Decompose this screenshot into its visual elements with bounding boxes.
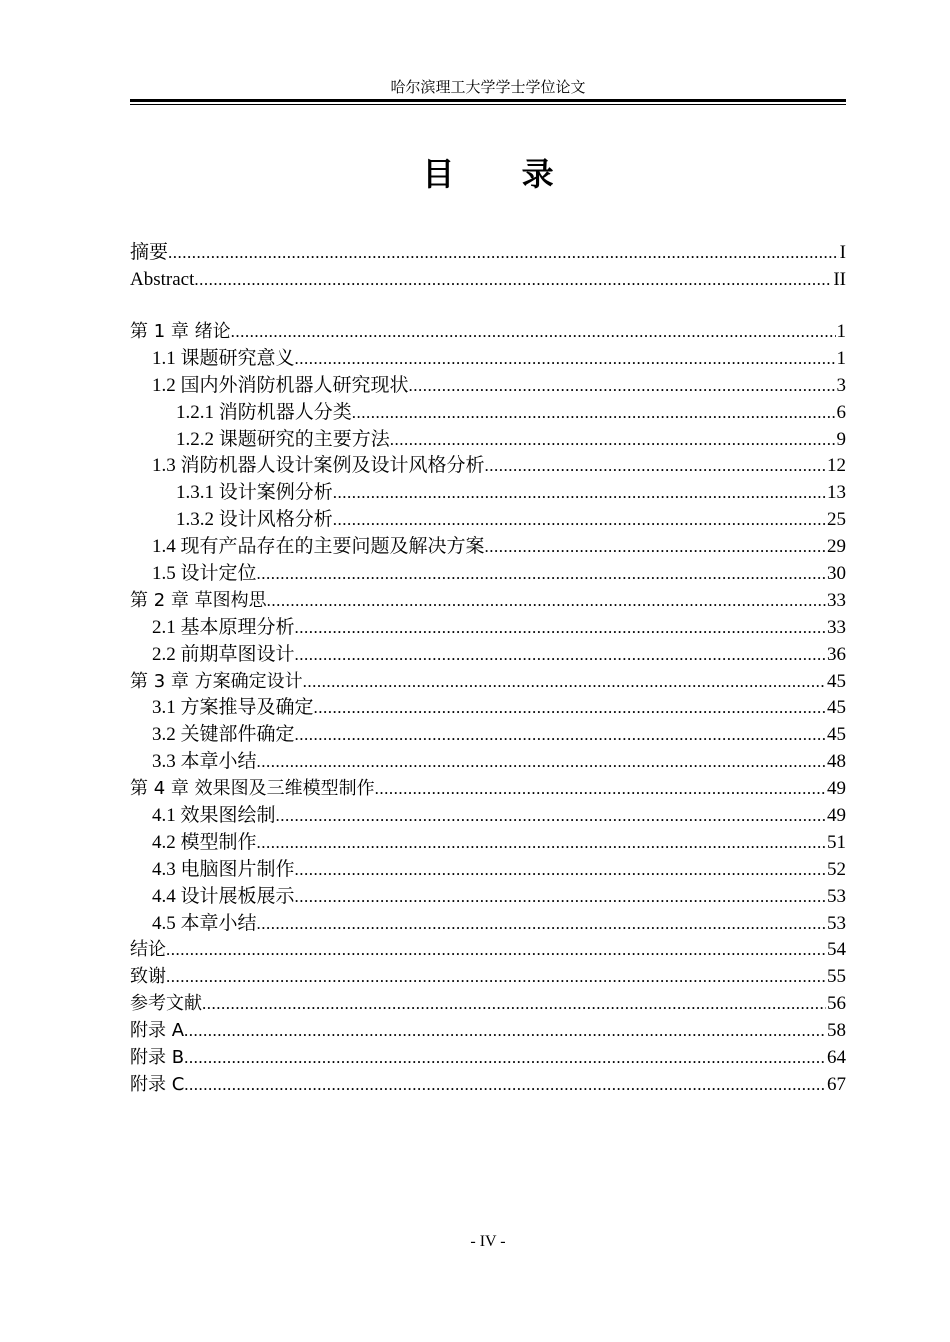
toc-dot-leader xyxy=(303,669,826,696)
toc-entry-label: 1.3 消防机器人设计案例及设计风格分析 xyxy=(152,455,485,477)
toc-entry-page: 1 xyxy=(836,347,846,369)
toc-entry[interactable] xyxy=(130,319,846,346)
toc-entry-label: 1.2.2 课题研究的主要方法 xyxy=(176,428,390,450)
running-header: 哈尔滨理工大学学士学位论文 xyxy=(390,80,586,96)
toc-entry[interactable] xyxy=(130,776,846,803)
toc-entry[interactable] xyxy=(130,991,846,1018)
toc-entry-page: 53 xyxy=(827,912,846,934)
toc-entry-page: 45 xyxy=(827,697,846,719)
toc-entry-label: 1.2.1 消防机器人分类 xyxy=(176,401,352,423)
toc-dot-leader xyxy=(184,1045,826,1072)
toc-entry-label: 3.2 关键部件确定 xyxy=(152,724,295,746)
toc-entry-label: 2.1 基本原理分析 xyxy=(152,616,295,638)
toc-entry-page: 29 xyxy=(827,536,846,558)
toc-entry[interactable] xyxy=(130,1018,846,1045)
toc-entry-page: 58 xyxy=(827,1020,846,1042)
toc-entry-page: 45 xyxy=(827,724,846,746)
toc-entry-page: I xyxy=(839,242,846,263)
toc-dot-leader xyxy=(314,695,826,722)
toc-entry[interactable] xyxy=(130,427,846,454)
toc-dot-leader xyxy=(333,507,826,534)
toc-entry[interactable] xyxy=(130,240,846,267)
toc-entry-page: 45 xyxy=(827,670,846,692)
toc-dot-leader xyxy=(231,319,836,346)
toc-entry[interactable] xyxy=(130,911,846,938)
toc-main xyxy=(130,319,846,1099)
toc-entry-page: 33 xyxy=(827,589,846,611)
toc-dot-leader xyxy=(184,1018,826,1045)
toc-entry[interactable] xyxy=(130,453,846,480)
header-rule-thick xyxy=(130,99,846,102)
toc-entry[interactable] xyxy=(130,267,846,294)
page-number: - IV - xyxy=(470,1233,506,1250)
toc-entry[interactable] xyxy=(130,695,846,722)
toc-entry-label: 摘要 xyxy=(130,242,169,263)
toc-dot-leader xyxy=(295,615,826,642)
toc-entry[interactable] xyxy=(130,588,846,615)
toc-entry[interactable] xyxy=(130,507,846,534)
toc-entry[interactable] xyxy=(130,830,846,857)
toc-entry-label: 致谢 xyxy=(130,966,166,988)
toc-dot-leader xyxy=(166,937,826,964)
toc-entry-label: 1.3.1 设计案例分析 xyxy=(176,482,333,504)
toc-dot-leader xyxy=(276,803,826,830)
toc-entry-page: 53 xyxy=(827,885,846,907)
toc-entry-label: 4.3 电脑图片制作 xyxy=(152,858,295,880)
toc-entry-label: 3.1 方案推导及确定 xyxy=(152,697,314,719)
toc-dot-leader xyxy=(295,642,826,669)
toc-dot-leader xyxy=(257,749,826,776)
toc-dot-leader xyxy=(166,964,826,991)
toc-entry-page: 49 xyxy=(827,778,846,800)
toc-entry-label: 第 4 章 效果图及三维模型制作 xyxy=(130,778,375,800)
toc-entry[interactable] xyxy=(130,480,846,507)
toc-entry[interactable] xyxy=(130,642,846,669)
toc-dot-leader xyxy=(194,267,832,294)
toc-dot-leader xyxy=(375,776,826,803)
toc-entry[interactable] xyxy=(130,1072,846,1099)
toc-entry-page: 25 xyxy=(827,509,846,531)
toc-entry-page: 3 xyxy=(836,374,846,396)
toc-entry-label: 4.5 本章小结 xyxy=(152,912,257,934)
toc-dot-leader xyxy=(352,400,836,427)
toc-entry[interactable] xyxy=(130,534,846,561)
toc-entry-label: 附录 A xyxy=(130,1020,185,1042)
toc-dot-leader xyxy=(485,534,826,561)
toc-entry-label: 第 1 章 绪论 xyxy=(130,321,231,342)
toc-entry-label: Abstract xyxy=(130,268,195,290)
toc-entry-page: 52 xyxy=(827,858,846,880)
toc-entry-label: 1.3.2 设计风格分析 xyxy=(176,509,333,531)
toc-entry-label: 结论 xyxy=(130,939,166,961)
toc-entry-label: 4.1 效果图绘制 xyxy=(152,805,276,827)
toc-entry-label: 附录 C xyxy=(130,1073,185,1095)
toc-entry-page: 56 xyxy=(827,993,846,1015)
toc-dot-leader xyxy=(202,991,826,1018)
toc-dot-leader xyxy=(409,373,836,400)
toc-dot-leader xyxy=(295,884,826,911)
toc-entry[interactable] xyxy=(130,373,846,400)
toc-entry[interactable] xyxy=(130,749,846,776)
toc-entry-page: 9 xyxy=(836,428,846,450)
toc-entry-page: 12 xyxy=(827,455,846,477)
toc-entry[interactable] xyxy=(130,561,846,588)
toc-entry-label: 4.4 设计展板展示 xyxy=(152,885,295,907)
toc-entry[interactable] xyxy=(130,346,846,373)
toc-entry-page: 1 xyxy=(836,321,846,342)
toc-dot-leader xyxy=(184,1072,826,1099)
toc-entry[interactable] xyxy=(130,615,846,642)
toc-front-matter xyxy=(130,240,846,294)
toc-entry-label: 第 3 章 方案确定设计 xyxy=(130,670,303,692)
toc-entry-label: 1.5 设计定位 xyxy=(152,563,257,585)
toc-dot-leader xyxy=(485,453,826,480)
toc-entry-page: 49 xyxy=(827,805,846,827)
toc-entry[interactable] xyxy=(130,803,846,830)
toc-entry-page: 64 xyxy=(827,1047,846,1069)
toc-entry[interactable] xyxy=(130,937,846,964)
page-title: 目 录 xyxy=(422,155,582,193)
toc-dot-leader xyxy=(168,240,839,267)
toc-entry-page: 51 xyxy=(827,831,846,853)
toc-entry-label: 2.2 前期草图设计 xyxy=(152,643,295,665)
toc-entry-label: 参考文献 xyxy=(130,993,202,1015)
toc-dot-leader xyxy=(390,427,836,454)
toc-entry-label: 1.1 课题研究意义 xyxy=(152,347,295,369)
toc-entry-page: 30 xyxy=(827,563,846,585)
toc-entry-page: 36 xyxy=(827,643,846,665)
toc-entry-page: II xyxy=(833,268,846,290)
toc-dot-leader xyxy=(267,588,826,615)
toc-entry[interactable] xyxy=(130,857,846,884)
toc-entry-page: 54 xyxy=(827,939,846,961)
toc-entry[interactable] xyxy=(130,884,846,911)
toc-entry-label: 1.4 现有产品存在的主要问题及解决方案 xyxy=(152,536,485,558)
toc-dot-leader xyxy=(295,722,826,749)
toc-entry-page: 6 xyxy=(836,401,846,423)
toc-entry[interactable] xyxy=(130,400,846,427)
toc-dot-leader xyxy=(257,911,826,938)
toc-entry-label: 附录 B xyxy=(130,1047,185,1069)
toc-entry-label: 第 2 章 草图构思 xyxy=(130,589,267,611)
toc-entry[interactable] xyxy=(130,964,846,991)
toc-dot-leader xyxy=(295,346,836,373)
toc-dot-leader xyxy=(257,561,826,588)
toc-entry-label: 3.3 本章小结 xyxy=(152,751,257,773)
toc-entry[interactable] xyxy=(130,669,846,696)
toc-entry-label: 4.2 模型制作 xyxy=(152,831,257,853)
toc-dot-leader xyxy=(333,480,826,507)
toc-entry-label: 1.2 国内外消防机器人研究现状 xyxy=(152,374,409,396)
toc-entry-page: 55 xyxy=(827,966,846,988)
toc-entry-page: 13 xyxy=(827,482,846,504)
toc-entry-page: 33 xyxy=(827,616,846,638)
toc-dot-leader xyxy=(257,830,826,857)
toc-entry[interactable] xyxy=(130,1045,846,1072)
toc-entry[interactable] xyxy=(130,722,846,749)
toc-entry-page: 48 xyxy=(827,751,846,773)
toc-dot-leader xyxy=(295,857,826,884)
toc-entry-page: 67 xyxy=(827,1073,846,1095)
header-rule-thin xyxy=(130,104,846,105)
